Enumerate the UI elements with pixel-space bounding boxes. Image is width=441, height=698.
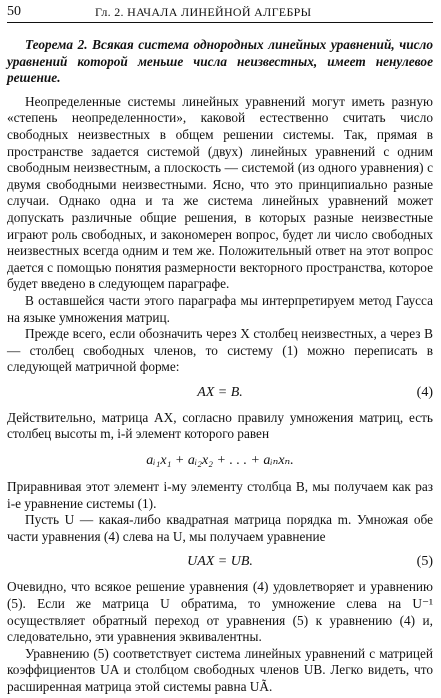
paragraph: Прежде всего, если обозначить через X столбец неизвестных, а через B — столбец свободных членов, то систему (1) можно переписать в следующей матричной форме: — [7, 326, 433, 375]
page-body — [7, 26, 433, 696]
paragraph: Действительно, матрица AX, согласно правилу умножения матриц, есть столбец высоты m, i-й элемент которого равен — [7, 409, 433, 442]
equation-4 — [7, 376, 433, 410]
paragraph: Очевидно, что всякое решение уравнения (4) удовлетворяет и уравнению (5). Если же матрица U обратима, то умножение слева на U⁻¹ осуществляет обратный переход от уравнения (5) к уравнению (4) и, следовательно, эти уравнения эквивалентны. — [7, 579, 433, 645]
equation-4-expr: AX = B. — [197, 384, 243, 400]
theorem-label: Теорема 2. — [25, 37, 88, 52]
theorem-text: Всякая система однородных линейных уравнений, число уравнений которой меньше числа неизвестных, имеет ненулевое решение. — [7, 37, 433, 86]
equation-5 — [7, 545, 433, 579]
page-header — [7, 2, 433, 23]
paragraph: Пусть U — какая-либо квадратная матрица порядка m. Умножая обе части уравнения (4) слева на U, мы получаем уравнение — [7, 512, 433, 544]
equation-4-number: (4) — [416, 384, 433, 400]
paragraph: Неопределенные системы линейных уравнений могут иметь разную «степень неопределенности», каковой естественно считать число свободных неизвестных в общем решении системы. Так, прямая в пространстве задается системой (двух) линейных уравнений с одним свободным неизвестным, а плоскость — системой (из одного уравнения) с двумя свободными неизвестными. Ясно, что это принципиально разные случаи. Однако одна и та же система линейных уравнений может допускать различные общие решения, в которых разные неизвестные играют роль свободных, и закономерен вопрос, будет ли число свободных неизвестных всегда одним и тем же. Положительный ответ на этот вопрос дается с помощью понятия размерности векторного пространства, которое будет введено в следующем параграфе. — [7, 93, 433, 292]
equation-5-number: (5) — [416, 554, 433, 570]
row-sum-formula — [7, 443, 433, 479]
equation-5-expr: UAX = UB. — [187, 554, 253, 570]
page-number: 50 — [7, 4, 21, 19]
paragraph: В оставшейся части этого параграфа мы интерпретируем метод Гаусса на языке умножения матриц. — [7, 292, 433, 325]
theorem-block — [7, 37, 433, 87]
row-sum-expr: aᵢ₁x₁ + aᵢ₂x₂ + . . . + aᵢₙxₙ. — [146, 453, 294, 469]
paragraph: Приравнивая этот элемент i-му элементу столбца B, мы получаем как раз i-е уравнение системы (1). — [7, 479, 433, 511]
paragraph: Уравнению (5) соответствует система линейных уравнений с матрицей коэффициентов UA и столбцом свободных членов UB. Легко видеть, что расширенная матрица этой системы равна UÃ. — [7, 645, 433, 694]
running-head: Гл. 2. НАЧАЛА ЛИНЕЙНОЙ АЛГЕБРЫ — [95, 5, 312, 19]
